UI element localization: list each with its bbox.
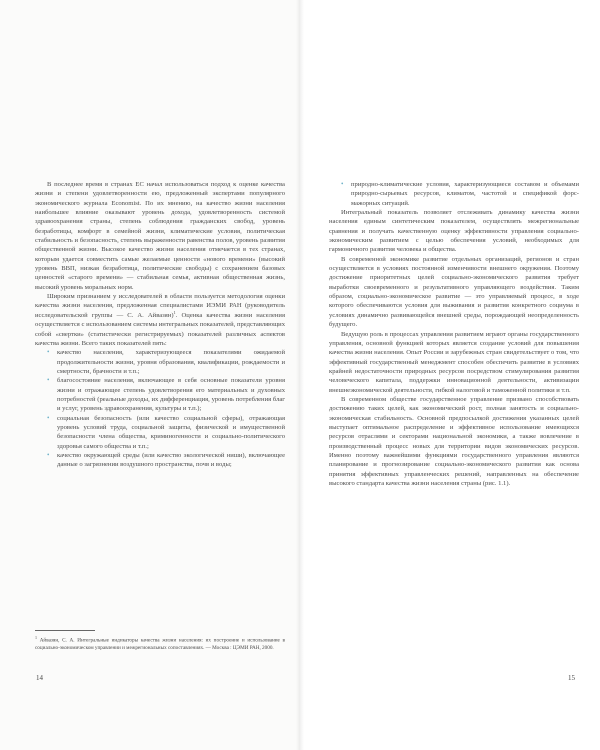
list-item: • качество окружающей среды (или качество экологической ниши), включающее данные о загрязнении воздушного пространства, почв и воды;: [47, 450, 285, 469]
left-paragraph-2-text: Широким признанием у исследователей в области пользуется методология оценки качества жизни населения, предложенная специалистами ИЭМИ РАН (руководитель исследовательской группы — С. А. Айвазян): [35, 293, 285, 319]
left-paragraph-2-cont: . Оценка качества жизни населения осуществляется с использованием системы интегральных показателей, представляющих собой «свертки» (статистически регистрируемых) показателей различных аспектов качества жизни. Всего таких показателей пять:: [35, 311, 285, 347]
left-text-column: [35, 180, 285, 470]
list-item: • природно-климатические условия, характеризующиеся составом и объемами природно-сырьевых ресурсов, климатом, частотой и спецификой форс-мажорных ситуаций.: [341, 180, 579, 207]
footnote-text: Айвазян, С. А. Интегральные индикаторы качества жизни населения: их построение и использование в социально-экономическом управлении и межрегиональных сопоставлениях. — Москва : ЦЭМИ РАН, 2000.: [35, 637, 285, 651]
bullet-icon: •: [47, 450, 50, 459]
left-paragraph-2: [35, 292, 285, 348]
list-item: • социальная безопасность (или качество социальной сферы), отражающая уровень условий труда, социальной защиты, физической и имущественной безопасности члена общества, криминогенности и социально-политического здоровья самого общества и т.п.;: [47, 413, 285, 450]
left-paragraph-1: В последнее время в странах ЕС начал использоваться подход к оценке качества жизни и степени удовлетворенности ею, предложенный экспертами популярного экономического журнала Economist. По их мнению, на качество жизни населения наибольшее влияние оказывают уровень дохода, удовлетворенность системой здравоохранения страны, степень соблюдения гражданских свобод, уровень безработицы, комфорт в семейной жизни, климатические условия, политическая стабильность и безопасность, степень выраженности равенства полов, уровень развития общественной жизни. Высокое качество жизни населения отмечается в тех странах, которым удается совместить самые желаемые ценности «нового времени» (высокий уровень ВВП, низкая безработица, политические свободы) с сохранением базовых ценностей «старого времени» — стабильная семья, активная общественная жизнь, высокий уровень моральных норм.: [35, 181, 285, 291]
right-paragraph-1: Интегральный показатель позволяет отслеживать динамику качества жизни населения единым синтетическим показателем, осуществлять межрегиональные сравнения и получать качественную оценку эффективности управления социально-экономическим развитием с целью обеспечения условий, необходимых для гармоничного развития человека и общества.: [329, 209, 579, 254]
bullet-icon: •: [47, 413, 50, 422]
right-text-column: [329, 180, 579, 488]
list-item: • качество населения, характеризующееся показателями ожидаемой продолжительности жизни, уровня образования, квалификации, рождаемости и смертности, брачности и т.п.;: [47, 348, 285, 375]
right-bullet-list: [329, 180, 579, 208]
list-item: • благосостояние населения, включающее в себя основные показатели уровня жизни и отражающее степень удовлетворения его материальных и духовных потребностей (реальные доходы, их дифференциация, уровень потребления благ и услуг, уровень здравоохранения, культуры и т.п.);: [47, 376, 285, 413]
bullet-icon: •: [341, 180, 344, 188]
bullet-icon: •: [47, 348, 50, 357]
book-gutter: [296, 0, 304, 750]
page-number-right: 15: [568, 674, 575, 682]
page-number-left: 14: [36, 674, 43, 682]
footnote-ref: 1: [173, 309, 176, 315]
footnote: [35, 634, 285, 652]
right-paragraph-2: В современной экономике развитие отдельных организаций, регионов и стран осуществляется в условиях постоянной изменчивости внешнего окружения. Поэтому достижение приоритетных целей социально-экономического развития требует выработки своевременного и результативного управляющего воздействия. Таким образом, социально-экономическое развитие — это управляемый процесс, в ходе которого обеспечиваются условия для выживания и развития конкретного социума в условиях динамично развивающейся внешней среды, порождающей неопределенность будущего.: [329, 255, 579, 329]
footnote-divider: [35, 630, 95, 631]
bullet-icon: •: [47, 376, 50, 385]
right-paragraph-4: В современном обществе государственное управление призвано способствовать достижению таких целей, как экономический рост, полная занятость и социально-экономическая стабильность. Основной предпосылкой достижения указанных целей выступает оптимальное распределение и эффективное использование имеющихся ресурсов отраслями и секторами национальной экономики, а также вовлечение в производственный процесс новых для территории видов экономических ресурсов. Именно поэтому важнейшими функциями государственного управления являются планирование и прогнозирование социально-экономического развития как основа принятия эффективных управленческих решений, направленных на обеспечение высокого стандарта качества жизни населения страны (рис. 1.1).: [329, 395, 579, 487]
footnote-number: 1: [35, 635, 37, 640]
right-paragraph-3: Ведущую роль в процессах управления развитием играют органы государственного управления, основной функцией которых является создание условий для повышения качества жизни населения. Опыт России и зарубежных стран свидетельствует о том, что эффективный государственный менеджмент способен обеспечить развитие в условиях крайней недостаточности природных ресурсов посредством стимулирования развития человеческого капитала, поддержки инновационной деятельности, активизации внешнеэкономической деятельности, гибкой налоговой и таможенной политики и т.п.: [329, 330, 579, 394]
left-bullet-list: [35, 348, 285, 469]
